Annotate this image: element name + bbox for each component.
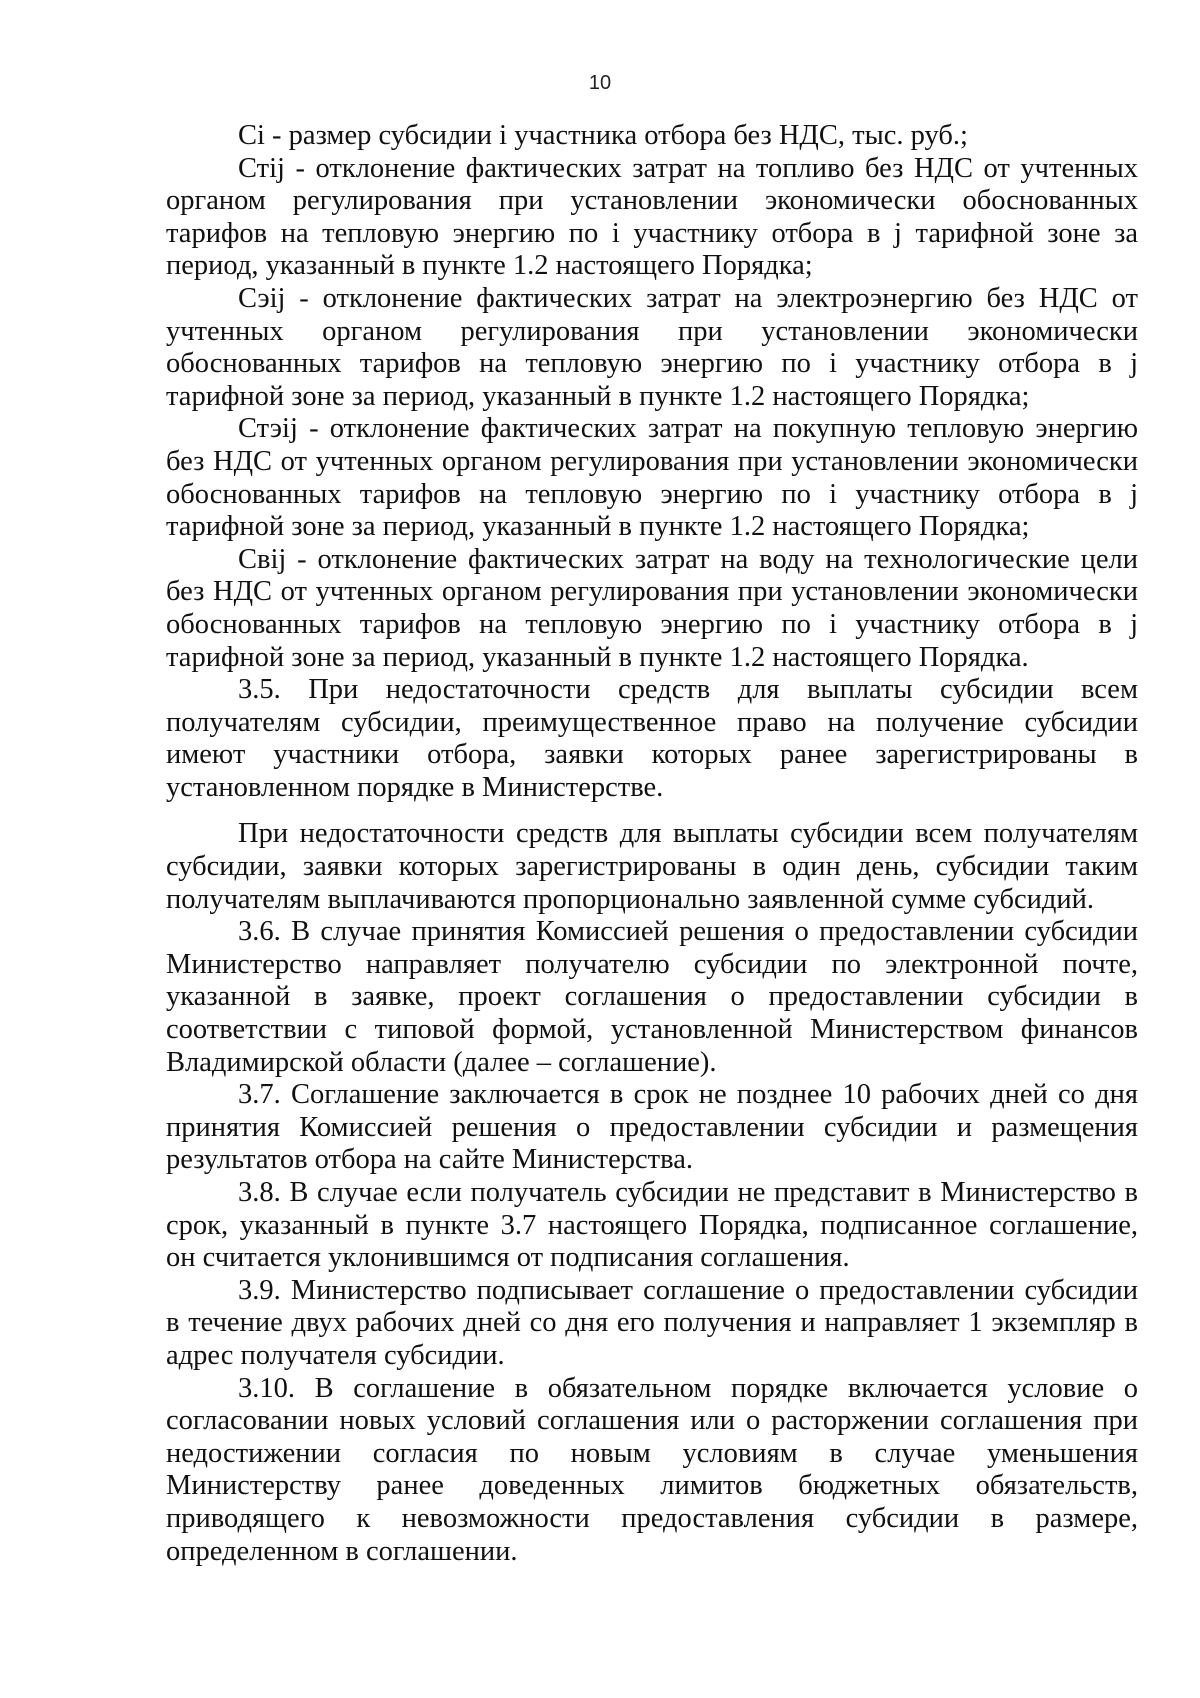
clause-3-10: 3.10. В соглашение в обязательном порядке включается условие о согласовании новых условий соглашения или о расторжении соглашения при недостижении согласия по новым условиям в случае уменьшения Министерству ранее доведенных лимитов бюджетных обязательств, приводящего к невозможности предоставления субсидии в размере, определенном в соглашении. (166, 1372, 1138, 1567)
definition-cvij: Свij - отклонение фактических затрат на воду на технологические цели без НДС от учтенных органом регулирования при установлении экономически обоснованных тарифов на тепловую энергию по i участнику отбора в j тарифной зоне за период, указанный в пункте 1.2 настоящего Порядка. (166, 543, 1138, 673)
clause-3-5-continued: При недостаточности средств для выплаты субсидии всем получателям субсидии, заявки которых зарегистрированы в один день, субсидии таким получателям выплачиваются пропорционально заявленной сумме субсидий. (166, 818, 1138, 915)
clause-3-5: 3.5. При недостаточности средств для выплаты субсидии всем получателям субсидии, преимущественное право на получение субсидии имеют участники отбора, заявки которых ранее зарегистрированы в установленном порядке в Министерстве. (166, 674, 1138, 803)
clause-3-8: 3.8. В случае если получатель субсидии не представит в Министерство в срок, указанный в пункте 3.7 настоящего Порядка, подписанное соглашение, он считается уклонившимся от подписания соглашения. (166, 1177, 1138, 1274)
clause-3-6: 3.6. В случае принятия Комиссией решения о предоставлении субсидии Министерство направляет получателю субсидии по электронной почте, указанной в заявке, проект соглашения о предоставлении субсидии в соответствии с типовой формой, установленной Министерством финансов Владимирской области (далее – соглашение). (166, 916, 1138, 1078)
definition-cteij: Стэij - отклонение фактических затрат на покупную тепловую энергию без НДС от учтенных органом регулирования при установлении экономически обоснованных тарифов на тепловую энергию по i участнику отбора в j тарифной зоне за период, указанный в пункте 1.2 настоящего Порядка; (166, 413, 1138, 543)
page-number: 10 (588, 72, 612, 94)
document-body (166, 120, 1138, 1568)
definition-ceij: Сэij - отклонение фактических затрат на электроэнергию без НДС от учтенных органом регулирования при установлении экономически обоснованных тарифов на тепловую энергию по i участнику отбора в j тарифной зоне за период, указанный в пункте 1.2 настоящего Порядка; (166, 282, 1138, 412)
clause-3-7: 3.7. Соглашение заключается в срок не позднее 10 рабочих дней со дня принятия Комиссией решения о предоставлении субсидии и размещения результатов отбора на сайте Министерства. (166, 1079, 1138, 1176)
clause-3-9: 3.9. Министерство подписывает соглашение о предоставлении субсидии в течение двух рабочих дней со дня его получения и направляет 1 экземпляр в адрес получателя субсидии. (166, 1274, 1138, 1371)
definition-ci: Ci - размер субсидии i участника отбора без НДС, тыс. руб.; (238, 120, 968, 151)
definition-ctij: Стij - отклонение фактических затрат на топливо без НДС от учтенных органом регулирования при установлении экономически обоснованных тарифов на тепловую энергию по i участнику отбора в j тарифной зоне за период, указанный в пункте 1.2 настоящего Порядка; (166, 152, 1138, 282)
